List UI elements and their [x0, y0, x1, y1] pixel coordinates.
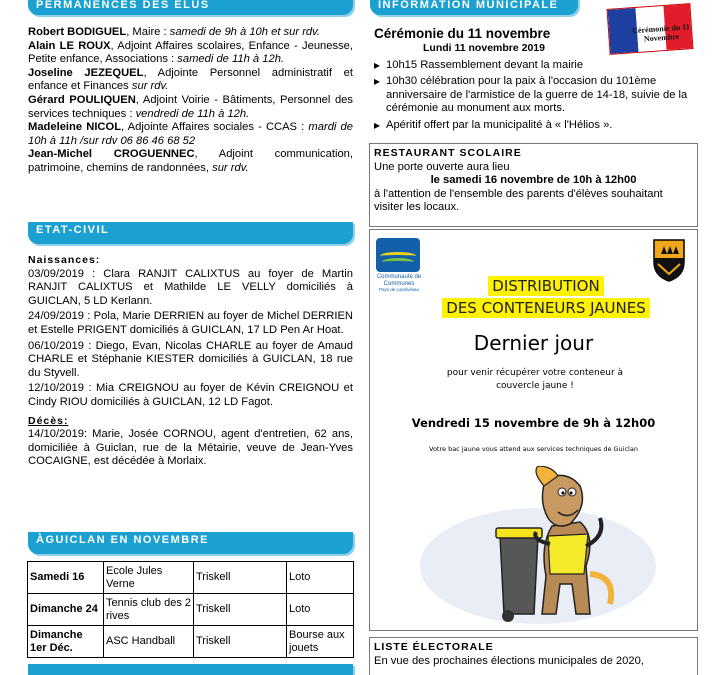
- event-name: Bourse aux jouets: [287, 626, 354, 658]
- naissance-entry: 06/10/2019 : Diego, Evan, Nicolas CHARLE au foyer de Amaud CHARLE et Stéphanie KIESTER domiciliés à GUICLAN, 18 rue du Styvell.: [28, 339, 353, 379]
- table-row: [28, 562, 354, 594]
- deces-entry: 14/10/2019: Marie, Josée CORNOU, agent d'entretien, 62 ans, domiciliée à Guiclan, rue de la Métairie, veuve de Jean-Yves COCAIGNE, est décédée à Morlaix.: [28, 428, 353, 468]
- permanence-entry: Gérard POULIQUEN, Adjoint Voirie - Bâtiments, Personnel des services techniques : vendredi de 11h à 12h.: [28, 93, 353, 120]
- etat-civil-header: ETAT-CIVIL: [28, 222, 353, 244]
- liste-text: En vue des prochaines élections municipales de 2020,: [374, 654, 644, 667]
- next-section-header: [28, 664, 353, 675]
- poster-headline: [430, 276, 662, 318]
- dernier-jour: Dernier jour: [473, 331, 594, 355]
- event-date: Samedi 16: [28, 562, 104, 594]
- naissance-entry: 12/10/2019 : Mia CREIGNOU au foyer de Kévin CREIGNOU et Cindy RIOU domiciliés à GUICLAN, 12 LD Fagot.: [28, 382, 353, 408]
- restaurant-date: le samedi 16 novembre de 10h à 12h00: [430, 174, 637, 187]
- ceremony-list: [374, 59, 696, 133]
- permanence-entry: Joseline JEZEQUEL, Adjointe Personnel administratif et enfance et Finances sur rdv.: [28, 66, 354, 93]
- community-logo: [376, 238, 422, 298]
- event-date: Dimanche 24: [28, 594, 104, 626]
- permanence-entry: Jean-Michel CROGUENNEC, Adjoint communication, patrimoine, chemins de randonnées, sur rdv.: [28, 148, 353, 174]
- list-item: ▸ 10h15 Rassemblement devant la mairie: [374, 59, 696, 73]
- event-place: Triskell: [194, 562, 287, 594]
- restaurant-line1: Une porte ouverte aura lieu: [374, 160, 510, 173]
- etat-civil-section: [28, 254, 353, 469]
- deces-label: Décès:: [28, 414, 69, 427]
- poster-instructions: pour venir récupérer votre conteneur à couvercle jaune !: [446, 368, 624, 391]
- event-organizer: Tennis club des 2 rives: [104, 594, 194, 626]
- permanence-entry: Alain LE ROUX, Adjoint Affaires scolaires, Enfance - Jeunesse, Petite enfance, Associations : samedi de 11h à 12h.: [28, 39, 354, 66]
- event-organizer: Ecole Jules Verne: [104, 562, 194, 594]
- permanence-entry: Robert BODIGUEL, Maire : samedi de 9h à 10h et sur rdv.: [28, 26, 321, 38]
- headline-line1: DISTRIBUTION: [488, 276, 603, 296]
- restaurant-box: [369, 143, 698, 227]
- events-table: [27, 561, 354, 658]
- mascot-illustration: [420, 466, 658, 626]
- logo-text: Communauté de Communes: [376, 274, 422, 287]
- ceremony-date: Lundi 11 novembre 2019: [423, 42, 545, 54]
- permanences-title: PERMANENCES DES ÉLUS: [36, 0, 210, 11]
- restaurant-title: RESTAURANT SCOLAIRE: [374, 147, 522, 159]
- naissance-entry: 24/09/2019 : Pola, Marie DERRIEN au foyer de Michel DERRIEN et Estelle PRIGENT domiciliés à GUICLAN, 17 LD Pen Ar Hoat.: [28, 310, 353, 336]
- liste-title: LISTE ÉLECTORALE: [374, 641, 494, 653]
- permanences-list: [28, 26, 353, 176]
- event-place: Triskell: [194, 594, 287, 626]
- ceremony-section: [374, 26, 696, 133]
- list-item: ▸ 10h30 célébration pour la paix à l'occasion du 101ème anniversaire de l'armistice de la guerre de 14-18, suivie de la cérémonie au monument aux morts.: [374, 75, 696, 116]
- event-name: Loto: [287, 562, 354, 594]
- table-row: [28, 594, 354, 626]
- flag-caption: Cérémonie du 11 Novembre: [631, 22, 691, 44]
- ceremony-title: Cérémonie du 11 novembre: [374, 26, 551, 41]
- naissance-entry: 03/09/2019 : Clara RANJIT CALIXTUS au foyer de Martin RANJIT CALIXTUS et Mathilde LE VELLY domiciliés à GUICLAN, 5 LD Kerlann.: [28, 267, 353, 307]
- permanence-entry: Madeleine NICOL, Adjointe Affaires sociales - CCAS : mardi de 10h à 11h /sur rdv 06 86 46 68 52: [28, 121, 353, 147]
- poster-bac-note: Votre bac jaune vous attend aux services techniques de Guiclan: [429, 445, 638, 453]
- event-place: Triskell: [194, 626, 287, 658]
- event-name: Loto: [287, 594, 354, 626]
- restaurant-line3: à l'attention de l'ensemble des parents d'élèves souhaitant visiter les locaux.: [374, 187, 663, 214]
- liste-box: [369, 637, 698, 675]
- info-header: INFORMATION MUNICIPALE: [370, 0, 578, 15]
- list-item: ▸ Apéritif offert par la municipalité à « l'Hélios ».: [374, 119, 696, 133]
- poster-date: Vendredi 15 novembre de 9h à 12h00: [411, 416, 656, 430]
- naissances-label: Naissances:: [28, 254, 101, 266]
- table-row: [28, 626, 354, 658]
- poster-box: [369, 229, 698, 631]
- permanences-header: [28, 0, 353, 15]
- agenda-header: ÀGUICLAN EN NOVEMBRE: [28, 532, 353, 554]
- logo-subtext: Pays de Landivisiau: [378, 287, 420, 292]
- headline-line2: DES CONTENEURS JAUNES: [442, 298, 649, 318]
- event-date: Dimanche 1er Déc.: [28, 626, 104, 658]
- event-organizer: ASC Handball: [104, 626, 194, 658]
